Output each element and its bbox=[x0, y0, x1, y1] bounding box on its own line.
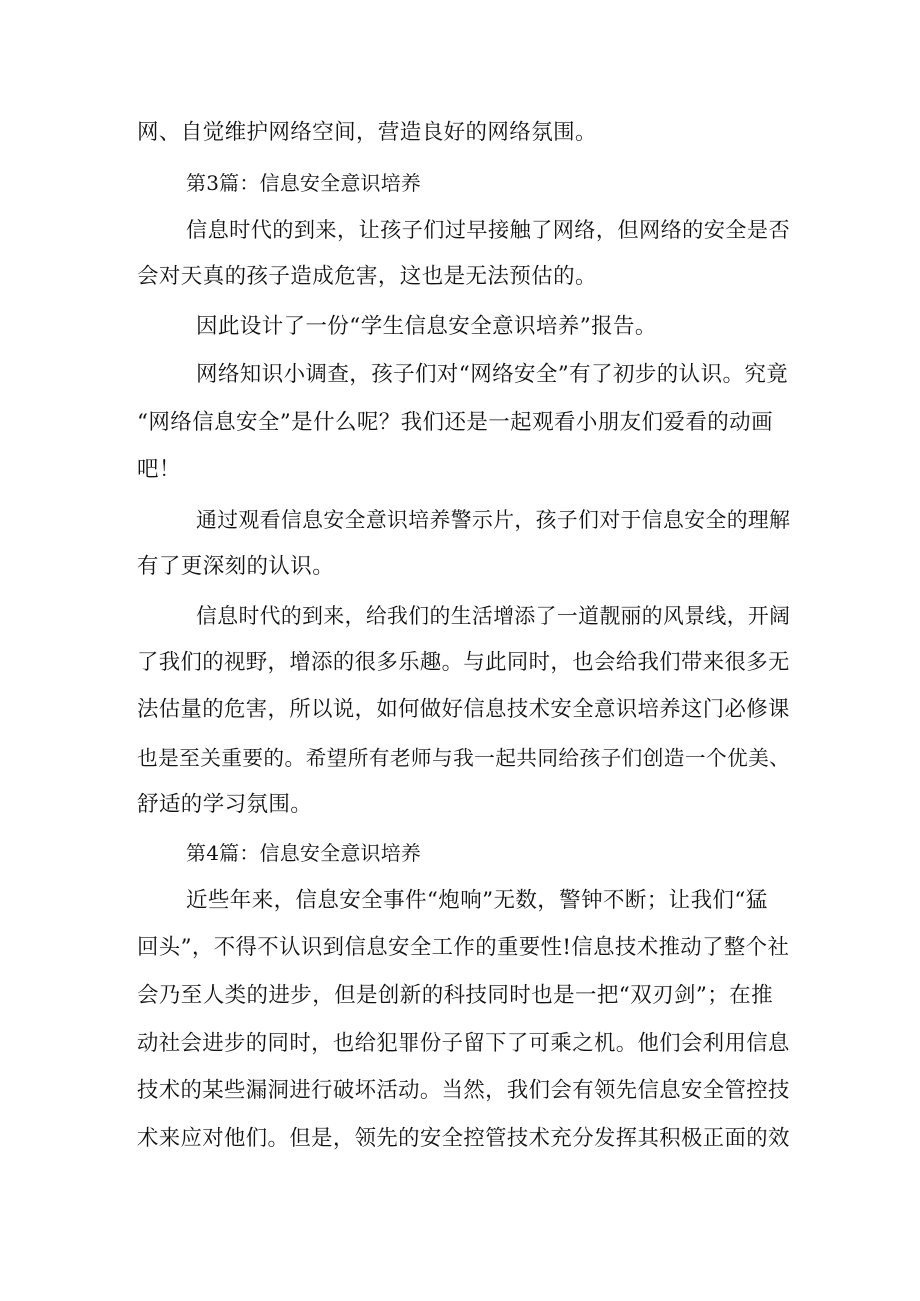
paragraph-line: 术来应对他们。但是，领先的安全控管技术充分发挥其积极正面的效 bbox=[137, 1126, 790, 1151]
paragraph-line: 通过观看信息安全意识培养警示片，孩子们对于信息安全的理解 bbox=[196, 508, 791, 532]
paragraph-line: 信息时代的到来，给我们的生活增添了一道靓丽的风景线，开阔 bbox=[196, 604, 791, 628]
paragraph-line: 近些年来，信息安全事件“炮响”无数，警钟不断；让我们“猛 bbox=[186, 888, 768, 913]
paragraph-line: 信息时代的到来，让孩子们过早接触了网络，但网络的安全是否 bbox=[186, 217, 791, 242]
paragraph-line: 网络知识小调查，孩子们对“网络安全”有了初步的认识。究竟 bbox=[196, 362, 789, 387]
paragraph-line: 回头”，不得不认识到信息安全工作的重要性!信息技术推动了整个社 bbox=[137, 935, 790, 960]
paragraph-line: 因此设计了一份“学生信息安全意识培养”报告。 bbox=[196, 314, 657, 339]
paragraph-line: 技术的某些漏洞进行破坏活动。当然，我们会有领先信息安全管控技 bbox=[137, 1078, 790, 1103]
paragraph-line: 会对天真的孩子造成危害，这也是无法预估的。 bbox=[137, 264, 597, 289]
paragraph-line: 网、自觉维护网络空间，营造良好的网络氛围。 bbox=[137, 120, 597, 145]
paragraph-line: 法估量的危害，所以说，如何做好信息技术安全意识培养这门必修课 bbox=[137, 697, 790, 722]
section-heading: 第3篇：信息安全意识培养 bbox=[186, 171, 422, 195]
paragraph-line: 了我们的视野，增添的很多乐趣。与此同时，也会给我们带来很多无 bbox=[137, 650, 790, 675]
paragraph-line: 吧！ bbox=[137, 457, 181, 482]
paragraph-line: “网络信息安全”是什么呢？我们还是一起观看小朋友们爱看的动画 bbox=[137, 410, 773, 435]
paragraph-line: 有了更深刻的认识。 bbox=[137, 554, 335, 579]
section-heading: 第4篇：信息安全意识培养 bbox=[186, 841, 422, 865]
paragraph-line: 会乃至人类的进步，但是创新的科技同时也是一把“双刃剑”；在推 bbox=[137, 983, 773, 1008]
paragraph-line: 也是至关重要的。希望所有老师与我一起共同给孩子们创造一个优美、 bbox=[137, 746, 791, 770]
paragraph-line: 舒适的学习氛围。 bbox=[137, 792, 313, 817]
paragraph-line: 动社会进步的同时，也给犯罪份子留下了可乘之机。他们会利用信息 bbox=[137, 1031, 790, 1056]
